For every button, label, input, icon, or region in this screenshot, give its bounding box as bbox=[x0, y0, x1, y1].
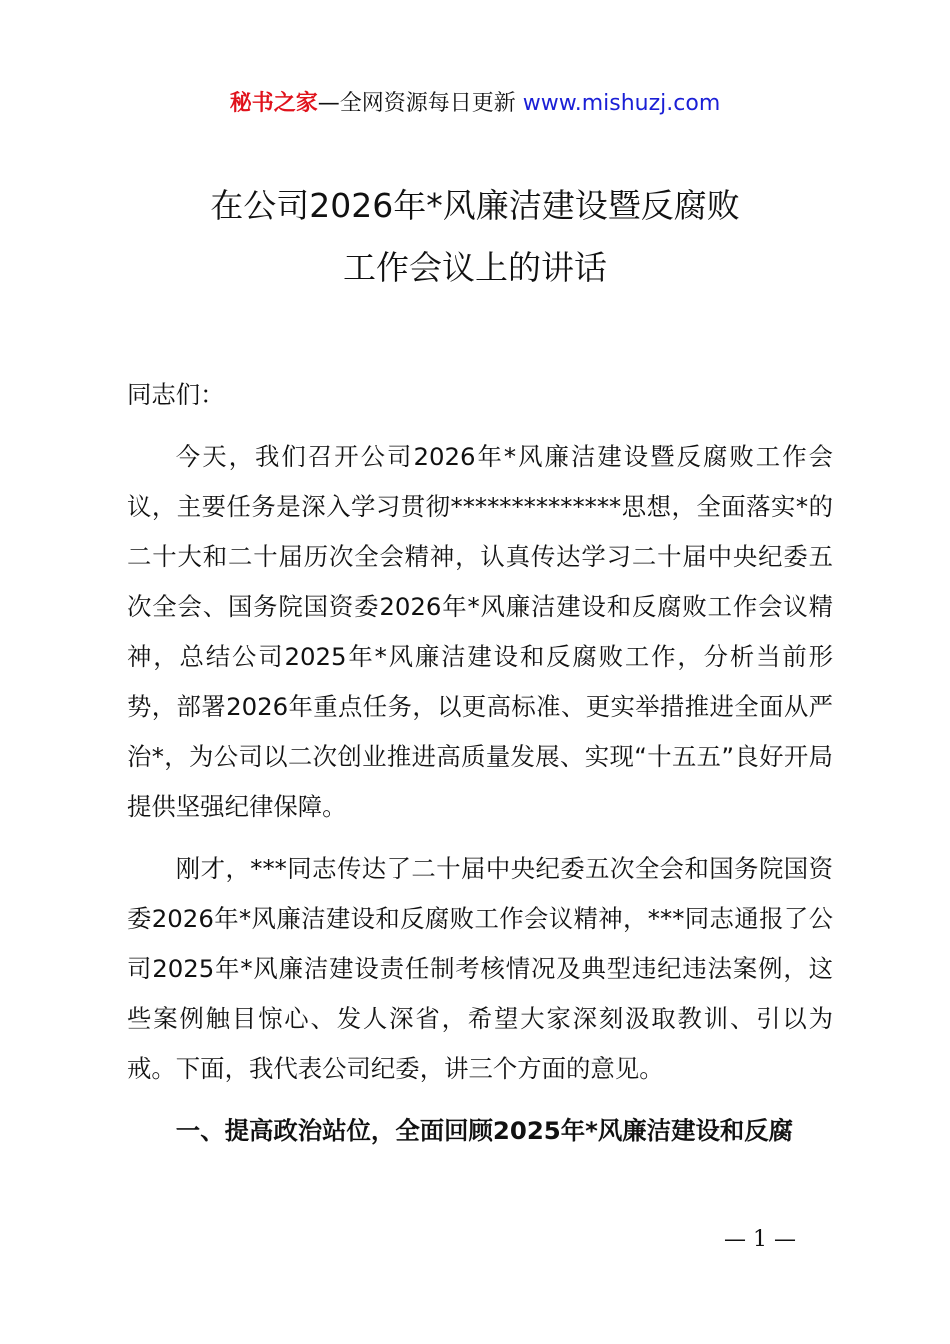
page-number: — 1 — bbox=[724, 1227, 796, 1252]
body-paragraph-1: 今天，我们召开公司2026年*风廉洁建设暨反腐败工作会议，主要任务是深入学习贯彻**************思想，全面落实*的二十大和二十届历次全会精神，认真传达学习二十届中央纪委五次全会、国务院国资委2026年*风廉洁建设和反腐败工作会议精神，总结公司2025年*风廉洁建设和反腐败工作，分析当前形势，部署2026年重点任务，以更高标准、更实举措推进全面从严治*，为公司以二次创业推进高质量发展、实现“十五五”良好开局提供坚强纪律保障。 bbox=[127, 442, 833, 821]
site-url-link[interactable]: www.mishuzj.com bbox=[522, 91, 721, 116]
salutation: 同志们： bbox=[127, 380, 225, 409]
document-title-line-2: 工作会议上的讲话 bbox=[343, 248, 607, 287]
brand-name: 秘书之家 bbox=[229, 91, 318, 116]
document-title-line-1: 在公司2026年*风廉洁建设暨反腐败 bbox=[210, 186, 740, 225]
document-body bbox=[127, 370, 833, 1156]
site-header bbox=[0, 88, 950, 120]
body-paragraph-2: 刚才，***同志传达了二十届中央纪委五次全会和国务院国资委2026年*风廉洁建设和反腐败工作会议精神，***同志通报了公司2025年*风廉洁建设责任制考核情况及典型违纪违法案例，这些案例触目惊心、发人深省，希望大家深刻汲取教训、引以为戒。下面，我代表公司纪委，讲三个方面的意见。 bbox=[127, 854, 833, 1083]
section-heading-1: 一、提高政治站位，全面回顾2025年*风廉洁建设和反腐 bbox=[175, 1116, 794, 1145]
header-tagline: —全网资源每日更新 bbox=[317, 91, 523, 116]
